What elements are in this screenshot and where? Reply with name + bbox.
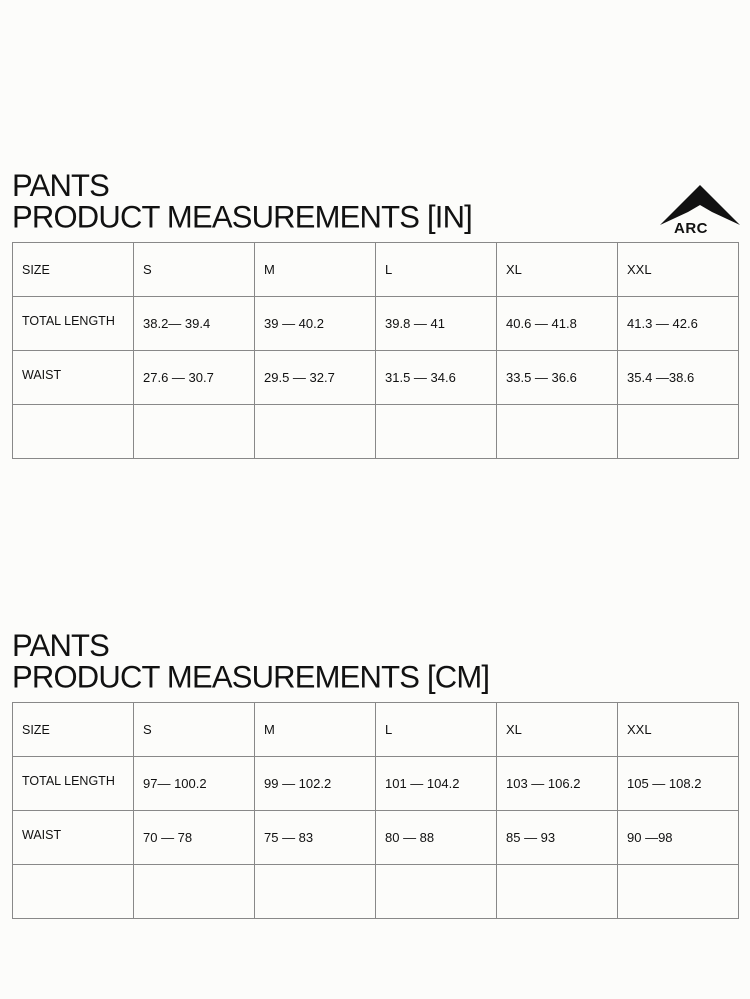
empty-cell (618, 865, 739, 919)
table-row (13, 297, 739, 351)
header-cell: S (134, 703, 255, 757)
empty-cell (497, 865, 618, 919)
section-title (12, 167, 738, 235)
empty-cell (618, 405, 739, 459)
table-cell: 35.4 —38.6 (618, 351, 739, 405)
measurements-inches-section (12, 167, 738, 459)
size-chart-cm (12, 702, 739, 919)
empty-cell (376, 865, 497, 919)
header-row (13, 703, 739, 757)
header-cell: XXL (618, 243, 739, 297)
header-cell: SIZE (13, 703, 134, 757)
measurements-cm-section (12, 627, 738, 919)
table-cell: 39 — 40.2 (255, 297, 376, 351)
empty-cell (134, 865, 255, 919)
header-cell: L (376, 703, 497, 757)
empty-row (13, 405, 739, 459)
table-cell: 105 — 108.2 (618, 757, 739, 811)
table-cell: 40.6 — 41.8 (497, 297, 618, 351)
table-cell: 101 — 104.2 (376, 757, 497, 811)
empty-cell (376, 405, 497, 459)
empty-cell (134, 405, 255, 459)
table-cell: 80 — 88 (376, 811, 497, 865)
arc-logo-text: ARC (674, 220, 708, 237)
size-chart-inches (12, 242, 739, 459)
table-cell: 38.2— 39.4 (134, 297, 255, 351)
header-cell: XL (497, 243, 618, 297)
table-cell: 33.5 — 36.6 (497, 351, 618, 405)
header-cell: S (134, 243, 255, 297)
header-cell: M (255, 703, 376, 757)
row-label: TOTAL LENGTH (13, 757, 134, 811)
table-row (13, 757, 739, 811)
title-product: PANTS (12, 627, 110, 664)
empty-cell (255, 405, 376, 459)
header-cell: M (255, 243, 376, 297)
table-cell: 39.8 — 41 (376, 297, 497, 351)
table-cell: 99 — 102.2 (255, 757, 376, 811)
table-cell: 31.5 — 34.6 (376, 351, 497, 405)
empty-cell (497, 405, 618, 459)
header-row (13, 243, 739, 297)
row-label: TOTAL LENGTH (13, 297, 134, 351)
section-title (12, 627, 738, 695)
empty-cell (255, 865, 376, 919)
row-label: WAIST (13, 351, 134, 405)
header-cell: XXL (618, 703, 739, 757)
row-label: WAIST (13, 811, 134, 865)
table-row (13, 811, 739, 865)
title-product: PANTS (12, 167, 110, 204)
table-cell: 90 —98 (618, 811, 739, 865)
table-cell: 85 — 93 (497, 811, 618, 865)
header-cell: XL (497, 703, 618, 757)
table-cell: 70 — 78 (134, 811, 255, 865)
empty-row (13, 865, 739, 919)
title-unit: PRODUCT MEASUREMENTS [CM] (12, 658, 490, 695)
title-unit: PRODUCT MEASUREMENTS [IN] (12, 198, 472, 235)
table-cell: 103 — 106.2 (497, 757, 618, 811)
table-cell: 41.3 — 42.6 (618, 297, 739, 351)
table-cell: 75 — 83 (255, 811, 376, 865)
table-cell: 97— 100.2 (134, 757, 255, 811)
empty-cell (13, 865, 134, 919)
table-cell: 29.5 — 32.7 (255, 351, 376, 405)
table-row (13, 351, 739, 405)
empty-cell (13, 405, 134, 459)
header-cell: L (376, 243, 497, 297)
table-cell: 27.6 — 30.7 (134, 351, 255, 405)
header-cell: SIZE (13, 243, 134, 297)
